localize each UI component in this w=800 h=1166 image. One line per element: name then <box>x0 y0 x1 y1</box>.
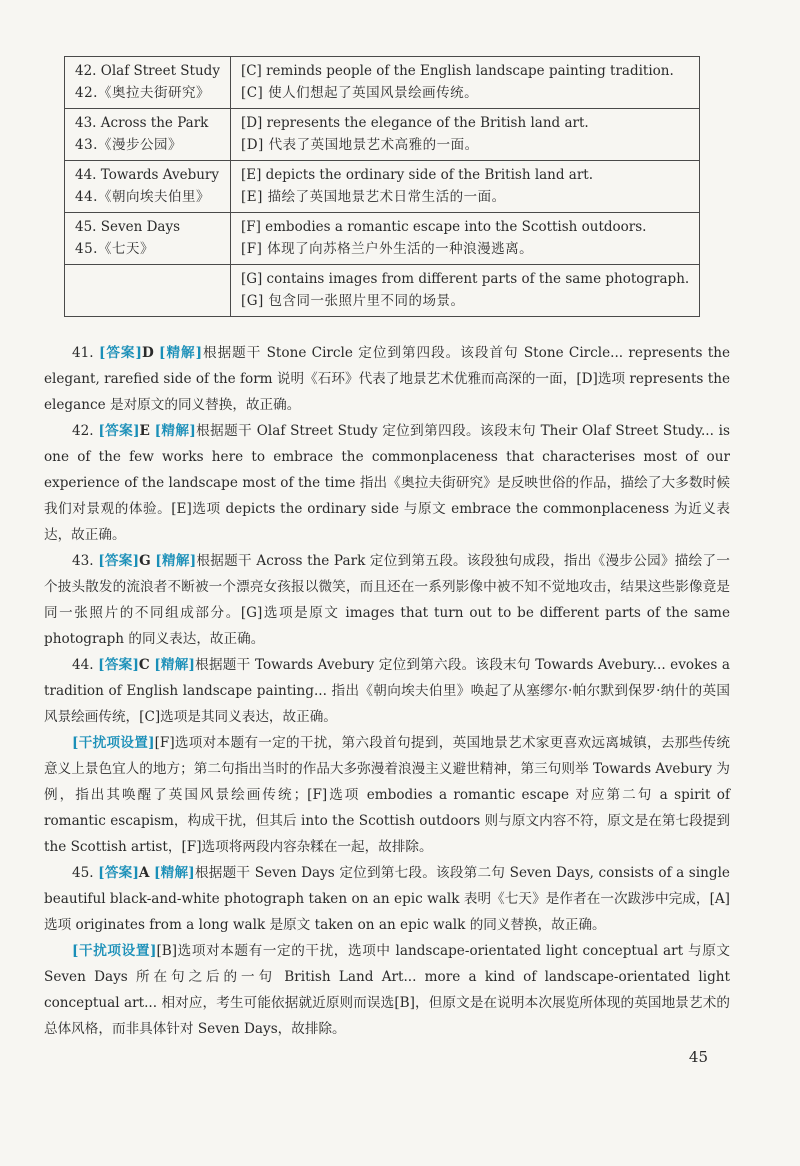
explanations <box>44 340 730 1042</box>
explanation-text: 根据题干 Towards Avebury 定位到第六段。该段末句 Towards Avebury... evokes a tradition of English landscape painting... 指出《朝向埃夫伯里》唤起了从塞缪尔·帕尔默到保罗·纳什的英国风景绘画传统，[C]选项是其同义表达，故正确。 <box>44 657 730 725</box>
explanation-item <box>44 652 730 730</box>
title-zh: 44.《朝向埃夫伯里》 <box>75 189 210 205</box>
explanation-text: 根据题干 Olaf Street Study 定位到第四段。该段末句 Their Olaf Street Study... is one of the few works here to embrace the commonplaceness that characterises most of our experience of the landscape most of the time 指出《奥拉夫街研究》是反映世俗的作品，描绘了大多数时候我们对景观的体验。[E]选项 depicts the ordinary side 与原文 embrace the commonplaceness 为近义表达，故正确。 <box>44 423 730 543</box>
distractor-text: [B]选项对本题有一定的干扰，选项中 landscape-orientated light conceptual art 与原文 Seven Days 所在句之后的一句 British Land Art... more a kind of landscape-orientated light conceptual art... 相对应，考生可能依据就近原则而误选[B]，但原文是在说明本次展览所体现的英国地景艺术的总体风格，而非具体针对 Seven Days，故排除。 <box>44 943 730 1037</box>
table-cell-option <box>230 109 699 161</box>
table-cell-option <box>230 161 699 213</box>
title-zh: 42.《奥拉夫街研究》 <box>75 85 210 101</box>
explanation-text: 根据题干 Stone Circle 定位到第四段。该段首句 Stone Circle... represents the elegant, rarefied side of the form 说明《石环》代表了地景艺术优雅而高深的一面，[D]选项 represents the elegance 是对原文的同义替换，故正确。 <box>44 345 730 413</box>
explanation-item <box>44 548 730 652</box>
answer-tag: [答案] <box>98 345 142 361</box>
question-number: 44. <box>72 657 94 673</box>
option-zh: [F] 体现了向苏格兰户外生活的一种浪漫逃离。 <box>240 241 534 257</box>
table-cell-title <box>65 213 231 265</box>
question-number: 42. <box>72 423 94 439</box>
question-number: 43. <box>72 553 94 569</box>
answer-tag: [答案] <box>98 865 139 881</box>
table-cell-title <box>65 109 231 161</box>
analysis-tag: [精解] <box>159 345 203 361</box>
analysis-tag: [精解] <box>155 553 197 569</box>
question-number: 41. <box>72 345 94 361</box>
question-number: 45. <box>72 865 94 881</box>
option-en: [F] embodies a romantic escape into the Scottish outdoors. <box>240 219 647 235</box>
title-en: 42. Olaf Street Study <box>75 63 220 79</box>
table-row <box>65 265 700 317</box>
analysis-tag: [精解] <box>154 423 196 439</box>
table-row <box>65 213 700 265</box>
title-en: 45. Seven Days <box>75 219 181 235</box>
table-row <box>65 109 700 161</box>
table-cell-title <box>65 161 231 213</box>
table-cell-title <box>65 57 231 109</box>
page-number: 45 <box>688 1048 708 1066</box>
explanation-item <box>44 340 730 418</box>
option-zh: [C] 使人们想起了英国风景绘画传统。 <box>240 85 479 101</box>
title-zh: 43.《漫步公园》 <box>75 137 182 153</box>
answer-letter: E <box>139 423 150 439</box>
title-zh: 45.《七天》 <box>75 241 154 257</box>
distractor-item <box>44 938 730 1042</box>
answer-tag: [答案] <box>98 553 140 569</box>
analysis-tag: [精解] <box>154 865 195 881</box>
option-en: [E] depicts the ordinary side of the British land art. <box>240 167 594 183</box>
table-cell-option <box>230 213 699 265</box>
option-zh: [E] 描绘了英国地景艺术日常生活的一面。 <box>240 189 506 205</box>
option-zh: [D] 代表了英国地景艺术高雅的一面。 <box>240 137 479 153</box>
title-en: 44. Towards Avebury <box>75 167 219 183</box>
title-en: 43. Across the Park <box>75 115 209 131</box>
answer-letter: C <box>138 657 150 673</box>
explanation-item <box>44 860 730 938</box>
answer-letter: D <box>141 345 154 361</box>
answer-letter: G <box>139 553 151 569</box>
table-cell-option <box>230 265 699 317</box>
table-row <box>65 57 700 109</box>
table-cell-title <box>65 265 231 317</box>
answer-tag: [答案] <box>98 657 139 673</box>
distractor-item <box>44 730 730 860</box>
answer-tag: [答案] <box>98 423 140 439</box>
explanation-text: 根据题干 Across the Park 定位到第五段。该段独句成段，指出《漫步公园》描绘了一个披头散发的流浪者不断被一个漂亮女孩报以微笑，而且还在一系列影像中被不知不觉地攻击，结果这些影像竟是同一张照片的不同组成部分。[G]选项是原文 images that turn out to be different parts of the same photograph 的同义表达，故正确。 <box>44 553 730 647</box>
answer-letter: A <box>138 865 150 881</box>
table-cell-option <box>230 57 699 109</box>
table-row <box>65 161 700 213</box>
analysis-tag: [精解] <box>154 657 195 673</box>
matching-table <box>64 56 700 317</box>
explanation-item <box>44 418 730 548</box>
explanation-text: 根据题干 Seven Days 定位到第七段。该段第二句 Seven Days, consists of a single beautiful black-and-white photograph taken on an epic walk 表明《七天》是作者在一次跋涉中完成，[A]选项 originates from a long walk 是原文 taken on an epic walk 的同义替换，故正确。 <box>44 865 730 933</box>
distractor-tag: [干扰项设置] <box>72 735 155 751</box>
option-en: [C] reminds people of the English landscape painting tradition. <box>240 63 674 79</box>
option-zh: [G] 包含同一张照片里不同的场景。 <box>240 293 465 309</box>
option-en: [D] represents the elegance of the British land art. <box>240 115 589 131</box>
distractor-tag: [干扰项设置] <box>72 943 157 959</box>
distractor-text: [F]选项对本题有一定的干扰，第六段首句提到，英国地景艺术家更喜欢远离城镇，去那些传统意义上景色宜人的地方；第二句指出当时的作品大多弥漫着浪漫主义避世精神，第三句则举 Towards Avebury 为例，指出其唤醒了英国风景绘画传统；[F]选项 embodies a romantic escape 对应第二句 a spirit of romantic escapism，构成干扰，但其后 into the Scottish outdoors 则与原文内容不符，原文是在第七段提到 the Scottish artist，[F]选项将两段内容杂糅在一起，故排除。 <box>44 735 730 855</box>
option-en: [G] contains images from different parts of the same photograph. <box>240 271 690 287</box>
